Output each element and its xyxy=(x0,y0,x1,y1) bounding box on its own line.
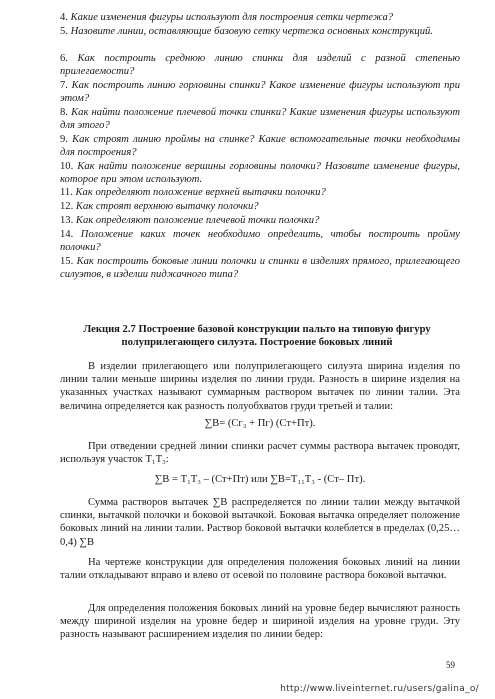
page-number: 59 xyxy=(446,660,455,670)
question-item: 11. Как определяют положение верхней вытачки полочки? xyxy=(60,187,326,198)
paragraph: При отведении средней линии спинки расчет суммы раствора вытачек проводят, используя участок Т₁Т₃: xyxy=(60,441,460,466)
question-item: 10. Как найти положение вершины горловины полочки? Назовите изменение фигуры, которое при этом используют. xyxy=(60,161,460,185)
formula: ∑В= (Сг₃ + Пг) (Ст+Пт). xyxy=(204,418,316,429)
question-item: 6. Как построить среднюю линию спинки для изделий с разной степенью прилегаемости? xyxy=(60,53,461,77)
question-item: 15. Как построить боковые линии полочки и спинки в изделиях прямого, прилегающего силуэтов, в изделии пиджачного типа? xyxy=(60,256,460,280)
question-item: 9. Как строят линию проймы на спинке? Какие вспомогательные точки необходимы для построения? xyxy=(60,134,460,158)
paragraph: На чертеже конструкции для определения положения боковых линий на линии талии откладывают вправо и влево от осевой по половине раствора боковой вытачки. xyxy=(60,557,460,582)
question-item: 14. Положение каких точек необходимо определить, чтобы построить пройму полочки? xyxy=(60,229,461,253)
watermark-url: http://www.liveinternet.ru/users/galina_o/ xyxy=(280,684,479,694)
lecture-heading: Лекция 2.7 Построение базовой конструкции пальто на типовую фигуру полуприлегающего силуэта. Построение боковых линий xyxy=(83,324,431,348)
question-item: 5. Назовите линии, оставляющие базовую сетку чертежа основных конструкций. xyxy=(60,26,433,37)
question-item: 13. Как определяют положение плечевой точки полочки? xyxy=(60,215,320,226)
paragraph: В изделии прилегающего или полуприлегающего силуэта ширина изделия по линии талии меньше ширины изделия по линии груди. Разность в ширине изделия на указанных участках называют суммарным раствором вытачек по линии талии. Эта величина определяется как разность полуобхватов груди третьей и талии: xyxy=(60,361,460,412)
formula: ∑В = Т₁Т₃ – (Ст+Пт) или ∑В=Т₁₁Т₃ - (Ст– Пт). xyxy=(154,474,366,485)
question-item: 7. Как построить линию горловины спинки? Какое изменение фигуры используют при этом? xyxy=(60,80,460,104)
question-item: 4. Какие изменения фигуры используют для построения сетки чертежа? xyxy=(60,12,394,23)
paragraph: Для определения положения боковых линий на уровне бедер вычисляют разность между шириной изделия на уровне бедер и шириной изделия на уровне груди. Эту разность называют расширением изделия по линии бедер: xyxy=(60,603,460,641)
question-item: 8. Как найти положение плечевой точки спинки? Какие изменения фигуры используют для этого? xyxy=(60,107,460,131)
paragraph: Сумма растворов вытачек ∑В распределяется по линии талии между вытачкой спинки, вытачкой полочки и боковой вытачкой. Боковая вытачка определяет положение боковых линий на линии талии. Раствор боковой вытачки колеблется в пределах (0,25…0,4) ∑В xyxy=(60,497,460,548)
question-item: 12. Как строят верхнюю вытачку полочки? xyxy=(60,201,259,212)
